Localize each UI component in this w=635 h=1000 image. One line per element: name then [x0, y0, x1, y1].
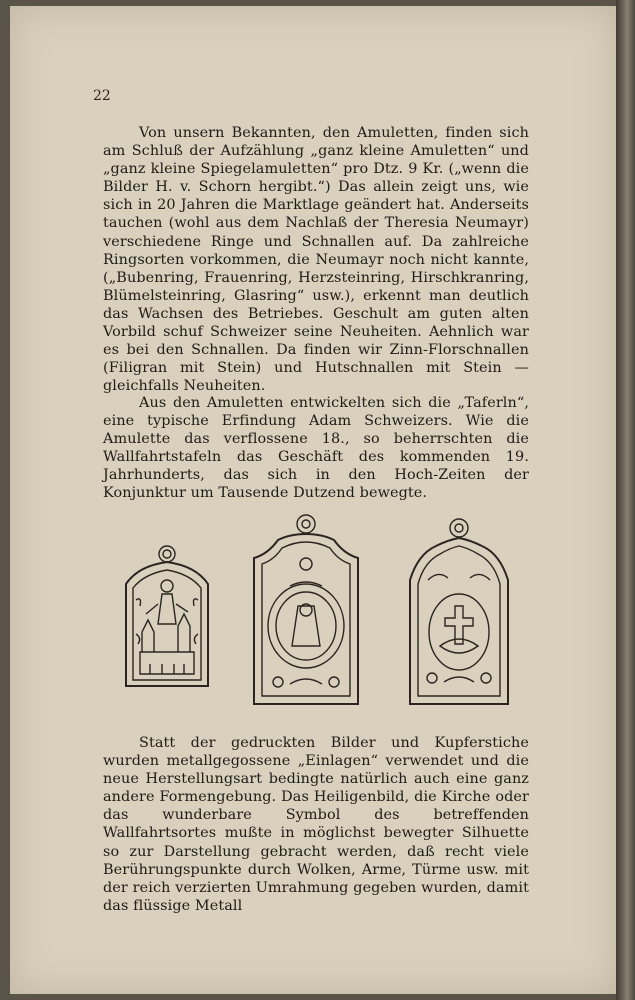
pilgrimage-tablets-illustration	[118, 514, 518, 714]
saint-and-church-tablet	[126, 546, 208, 686]
paragraph-taferln: Aus den Amuletten entwickelten sich die „Taferln“, eine typische Erfindung Adam Schweizers. Wie die Amulette das verflossene 18., so beherrschten die Wallfahrtstafeln das Geschäft des kommenden 19. Jahrhunderts, das sich in den Hoch-Zeiten der Konjunktur um Tausende Dutzend bewegte.	[103, 395, 529, 502]
paragraph-amulets: Von unsern Bekannten, den Amuletten, finden sich am Schluß der Aufzählung „ganz kleine Amuletten“ und „ganz kleine Spiegelamuletten“ pro Dtz. 9 Kr. („wenn die Bilder H. v. Schorn hergibt.“) Das allein zeigt uns, wie sich in 20 Jahren die Marktlage geändert hat. Anderseits tauchen (wohl aus dem Nachlaß der Theresia Neumayr) verschiedene Ringe und Schnallen auf. Da zahlreiche Ringsorten vorkommen, die Neumayr noch nicht kannte, („Bubenring, Frauenring, Herzsteinring, Hirschkranring, Blümelsteinring, Glasring“ usw.), erkennt man deutlich das Wachsen des Betriebes. Geschult am guten alten Vorbild schuf Schweizer seine Neuheiten. Aehnlich war es bei den Schnallen. Da finden wir Zinn-Florschnallen (Filigran mit Stein) und Hutschnallen mit Stein — gleichfalls Neuheiten.	[103, 125, 529, 395]
page-number: 22	[93, 88, 111, 104]
paragraph-einlagen: Statt der gedruckten Bilder und Kupferstiche wurden metallgegossene „Einlagen“ verwendet und die neue Herstellungsart bedingte natürlich auch eine ganz andere Formengebung. Das Heiligenbild, die Kirche oder das wunderbare Symbol des betreffenden Wallfahrtsortes mußte in möglichst bewegter Silhuette so zur Darstellung gebracht werden, daß recht viele Berührungspunkte durch Wolken, Arme, Türme usw. mit der reich verzierten Umrahmung gegeben wurden, damit das flüssige Metall	[103, 735, 529, 914]
cross-emblem-tablet	[410, 519, 508, 704]
madonna-oval-tablet	[254, 515, 358, 704]
book-spine	[616, 0, 635, 1000]
